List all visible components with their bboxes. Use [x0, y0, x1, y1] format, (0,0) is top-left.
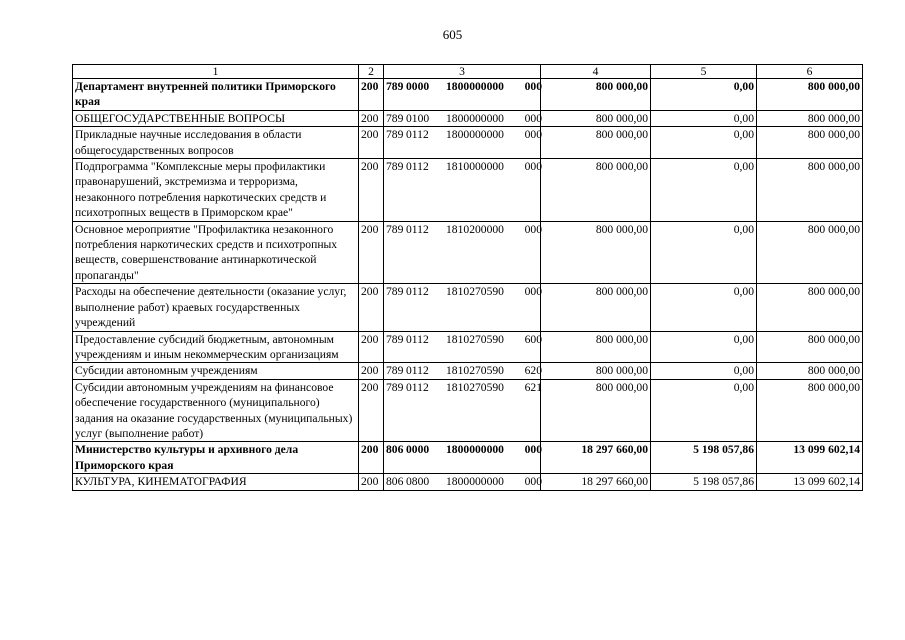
- code-ministry: 789: [386, 364, 404, 378]
- code-type: 000: [524, 285, 542, 299]
- table-row: [73, 221, 863, 284]
- row-value-5-cell: 0,00: [651, 110, 757, 126]
- row-value-5-cell: 0,00: [651, 379, 757, 442]
- row-name-cell: Расходы на обеспечение деятельности (оказание услуг, выполнение работ) краевых государственных учреждений: [73, 284, 359, 331]
- header-cell: 6: [757, 65, 863, 79]
- row-code-classification-cell: [384, 379, 541, 442]
- row-value-4-cell: 18 297 660,00: [541, 474, 651, 490]
- code-ministry: 789: [386, 160, 404, 174]
- row-value-4-cell: 800 000,00: [541, 363, 651, 379]
- row-code-admin-cell: 200: [359, 159, 384, 222]
- row-code-classification-cell: [384, 221, 541, 284]
- row-code-admin-cell: 200: [359, 79, 384, 111]
- code-section: 0112: [406, 128, 429, 142]
- header-row: [73, 65, 863, 79]
- code-target: 1810270590: [446, 332, 504, 346]
- table-row: [73, 110, 863, 126]
- code-type: 620: [524, 364, 542, 378]
- code-section: 0112: [406, 364, 429, 378]
- table-row: [73, 331, 863, 363]
- code-type: 600: [524, 332, 542, 346]
- code-target: 1810270590: [446, 285, 504, 299]
- page-number: 605: [442, 27, 463, 42]
- code-type: 000: [524, 111, 542, 125]
- row-value-6-cell: 800 000,00: [757, 331, 863, 363]
- row-code-classification-cell: [384, 79, 541, 111]
- code-ministry: 789: [386, 111, 404, 125]
- row-name-cell: Основное мероприятие "Профилактика незаконного потребления наркотических средств и психотропных веществ, совершенствование антинаркотической пропаганды": [73, 221, 359, 284]
- table-row: [73, 127, 863, 159]
- row-name-cell: КУЛЬТУРА, КИНЕМАТОГРАФИЯ: [73, 474, 359, 490]
- row-code-admin-cell: 200: [359, 127, 384, 159]
- row-value-4-cell: 800 000,00: [541, 110, 651, 126]
- budget-table: [72, 64, 863, 491]
- table-row: [73, 363, 863, 379]
- table-row: [73, 79, 863, 111]
- code-type: 000: [524, 475, 542, 489]
- code-ministry: 789: [386, 380, 404, 394]
- row-value-4-cell: 800 000,00: [541, 79, 651, 111]
- row-value-4-cell: 800 000,00: [541, 284, 651, 331]
- row-value-5-cell: 0,00: [651, 221, 757, 284]
- row-code-admin-cell: 200: [359, 442, 384, 474]
- row-value-4-cell: 800 000,00: [541, 127, 651, 159]
- code-section: 0112: [406, 160, 429, 174]
- code-type: 000: [524, 222, 542, 236]
- row-value-6-cell: 800 000,00: [757, 110, 863, 126]
- row-name-cell: ОБЩЕГОСУДАРСТВЕННЫЕ ВОПРОСЫ: [73, 110, 359, 126]
- row-value-6-cell: 800 000,00: [757, 79, 863, 111]
- row-name-cell: Субсидии автономным учреждениям: [73, 363, 359, 379]
- header-cell: 3: [384, 65, 541, 79]
- code-target: 1800000000: [446, 128, 504, 142]
- row-code-admin-cell: 200: [359, 110, 384, 126]
- row-value-5-cell: 5 198 057,86: [651, 442, 757, 474]
- row-code-classification-cell: [384, 159, 541, 222]
- row-value-5-cell: 5 198 057,86: [651, 474, 757, 490]
- code-target: 1810200000: [446, 222, 504, 236]
- row-name-cell: Прикладные научные исследования в области общегосударственных вопросов: [73, 127, 359, 159]
- code-section: 0112: [406, 380, 429, 394]
- row-value-4-cell: 800 000,00: [541, 331, 651, 363]
- row-value-5-cell: 0,00: [651, 363, 757, 379]
- table-row: [73, 442, 863, 474]
- header-cell: 5: [651, 65, 757, 79]
- row-code-classification-cell: [384, 284, 541, 331]
- row-value-5-cell: 0,00: [651, 79, 757, 111]
- row-name-cell: Департамент внутренней политики Приморского края: [73, 79, 359, 111]
- row-value-5-cell: 0,00: [651, 331, 757, 363]
- row-value-5-cell: 0,00: [651, 127, 757, 159]
- code-target: 1800000000: [446, 80, 504, 93]
- row-code-admin-cell: 200: [359, 474, 384, 490]
- code-type: 000: [524, 128, 542, 142]
- row-value-4-cell: 18 297 660,00: [541, 442, 651, 474]
- row-code-admin-cell: 200: [359, 363, 384, 379]
- header-cell: 2: [359, 65, 384, 79]
- code-target: 1810000000: [446, 160, 504, 174]
- row-value-5-cell: 0,00: [651, 284, 757, 331]
- row-code-classification-cell: [384, 474, 541, 490]
- code-section: 0112: [406, 285, 429, 299]
- row-value-6-cell: 800 000,00: [757, 127, 863, 159]
- code-ministry: 789: [386, 332, 404, 346]
- row-code-classification-cell: [384, 127, 541, 159]
- code-ministry: 806: [386, 443, 404, 457]
- code-ministry: 789: [386, 80, 404, 93]
- code-type: 000: [524, 80, 542, 93]
- row-code-admin-cell: 200: [359, 331, 384, 363]
- row-value-6-cell: 800 000,00: [757, 159, 863, 222]
- row-code-admin-cell: 200: [359, 284, 384, 331]
- row-value-4-cell: 800 000,00: [541, 159, 651, 222]
- code-target: 1800000000: [446, 111, 504, 125]
- table-row: [73, 284, 863, 331]
- code-target: 1810270590: [446, 364, 504, 378]
- table-row: [73, 379, 863, 442]
- row-code-classification-cell: [384, 110, 541, 126]
- code-ministry: 806: [386, 475, 404, 489]
- row-name-cell: Предоставление субсидий бюджетным, автономным учреждениям и иным некоммерческим организациям: [73, 331, 359, 363]
- code-ministry: 789: [386, 128, 404, 142]
- code-type: 000: [524, 160, 542, 174]
- row-name-cell: Субсидии автономным учреждениям на финансовое обеспечение государственного (муниципального) задания на оказание государственных (муниципальных) услуг (выполнение работ): [73, 379, 359, 442]
- code-target: 1810270590: [446, 380, 504, 394]
- header-cell: 1: [73, 65, 359, 79]
- row-value-5-cell: 0,00: [651, 159, 757, 222]
- row-name-cell: Министерство культуры и архивного дела Приморского края: [73, 442, 359, 474]
- row-code-classification-cell: [384, 442, 541, 474]
- row-value-6-cell: 13 099 602,14: [757, 442, 863, 474]
- code-section: 0100: [406, 111, 430, 125]
- code-target: 1800000000: [446, 443, 504, 457]
- table-row: [73, 474, 863, 490]
- row-value-6-cell: 800 000,00: [757, 379, 863, 442]
- table-row: [73, 159, 863, 222]
- row-value-6-cell: 800 000,00: [757, 284, 863, 331]
- row-value-4-cell: 800 000,00: [541, 379, 651, 442]
- row-code-classification-cell: [384, 331, 541, 363]
- header-cell: 4: [541, 65, 651, 79]
- code-section: 0112: [406, 222, 429, 236]
- code-ministry: 789: [386, 285, 404, 299]
- code-section: 0112: [406, 332, 429, 346]
- code-section: 0000: [406, 80, 430, 93]
- row-code-classification-cell: [384, 363, 541, 379]
- row-code-admin-cell: 200: [359, 379, 384, 442]
- row-name-cell: Подпрограмма "Комплексные меры профилактики правонарушений, экстремизма и терроризма, незаконного потребления наркотических средств и психотропных веществ в Приморском крае": [73, 159, 359, 222]
- row-value-6-cell: 800 000,00: [757, 363, 863, 379]
- code-section: 0000: [406, 443, 430, 457]
- row-value-6-cell: 800 000,00: [757, 221, 863, 284]
- row-value-6-cell: 13 099 602,14: [757, 474, 863, 490]
- row-value-4-cell: 800 000,00: [541, 221, 651, 284]
- code-section: 0800: [406, 475, 430, 489]
- code-target: 1800000000: [446, 475, 504, 489]
- row-code-admin-cell: 200: [359, 221, 384, 284]
- code-type: 621: [524, 380, 542, 394]
- code-ministry: 789: [386, 222, 404, 236]
- code-type: 000: [524, 443, 542, 457]
